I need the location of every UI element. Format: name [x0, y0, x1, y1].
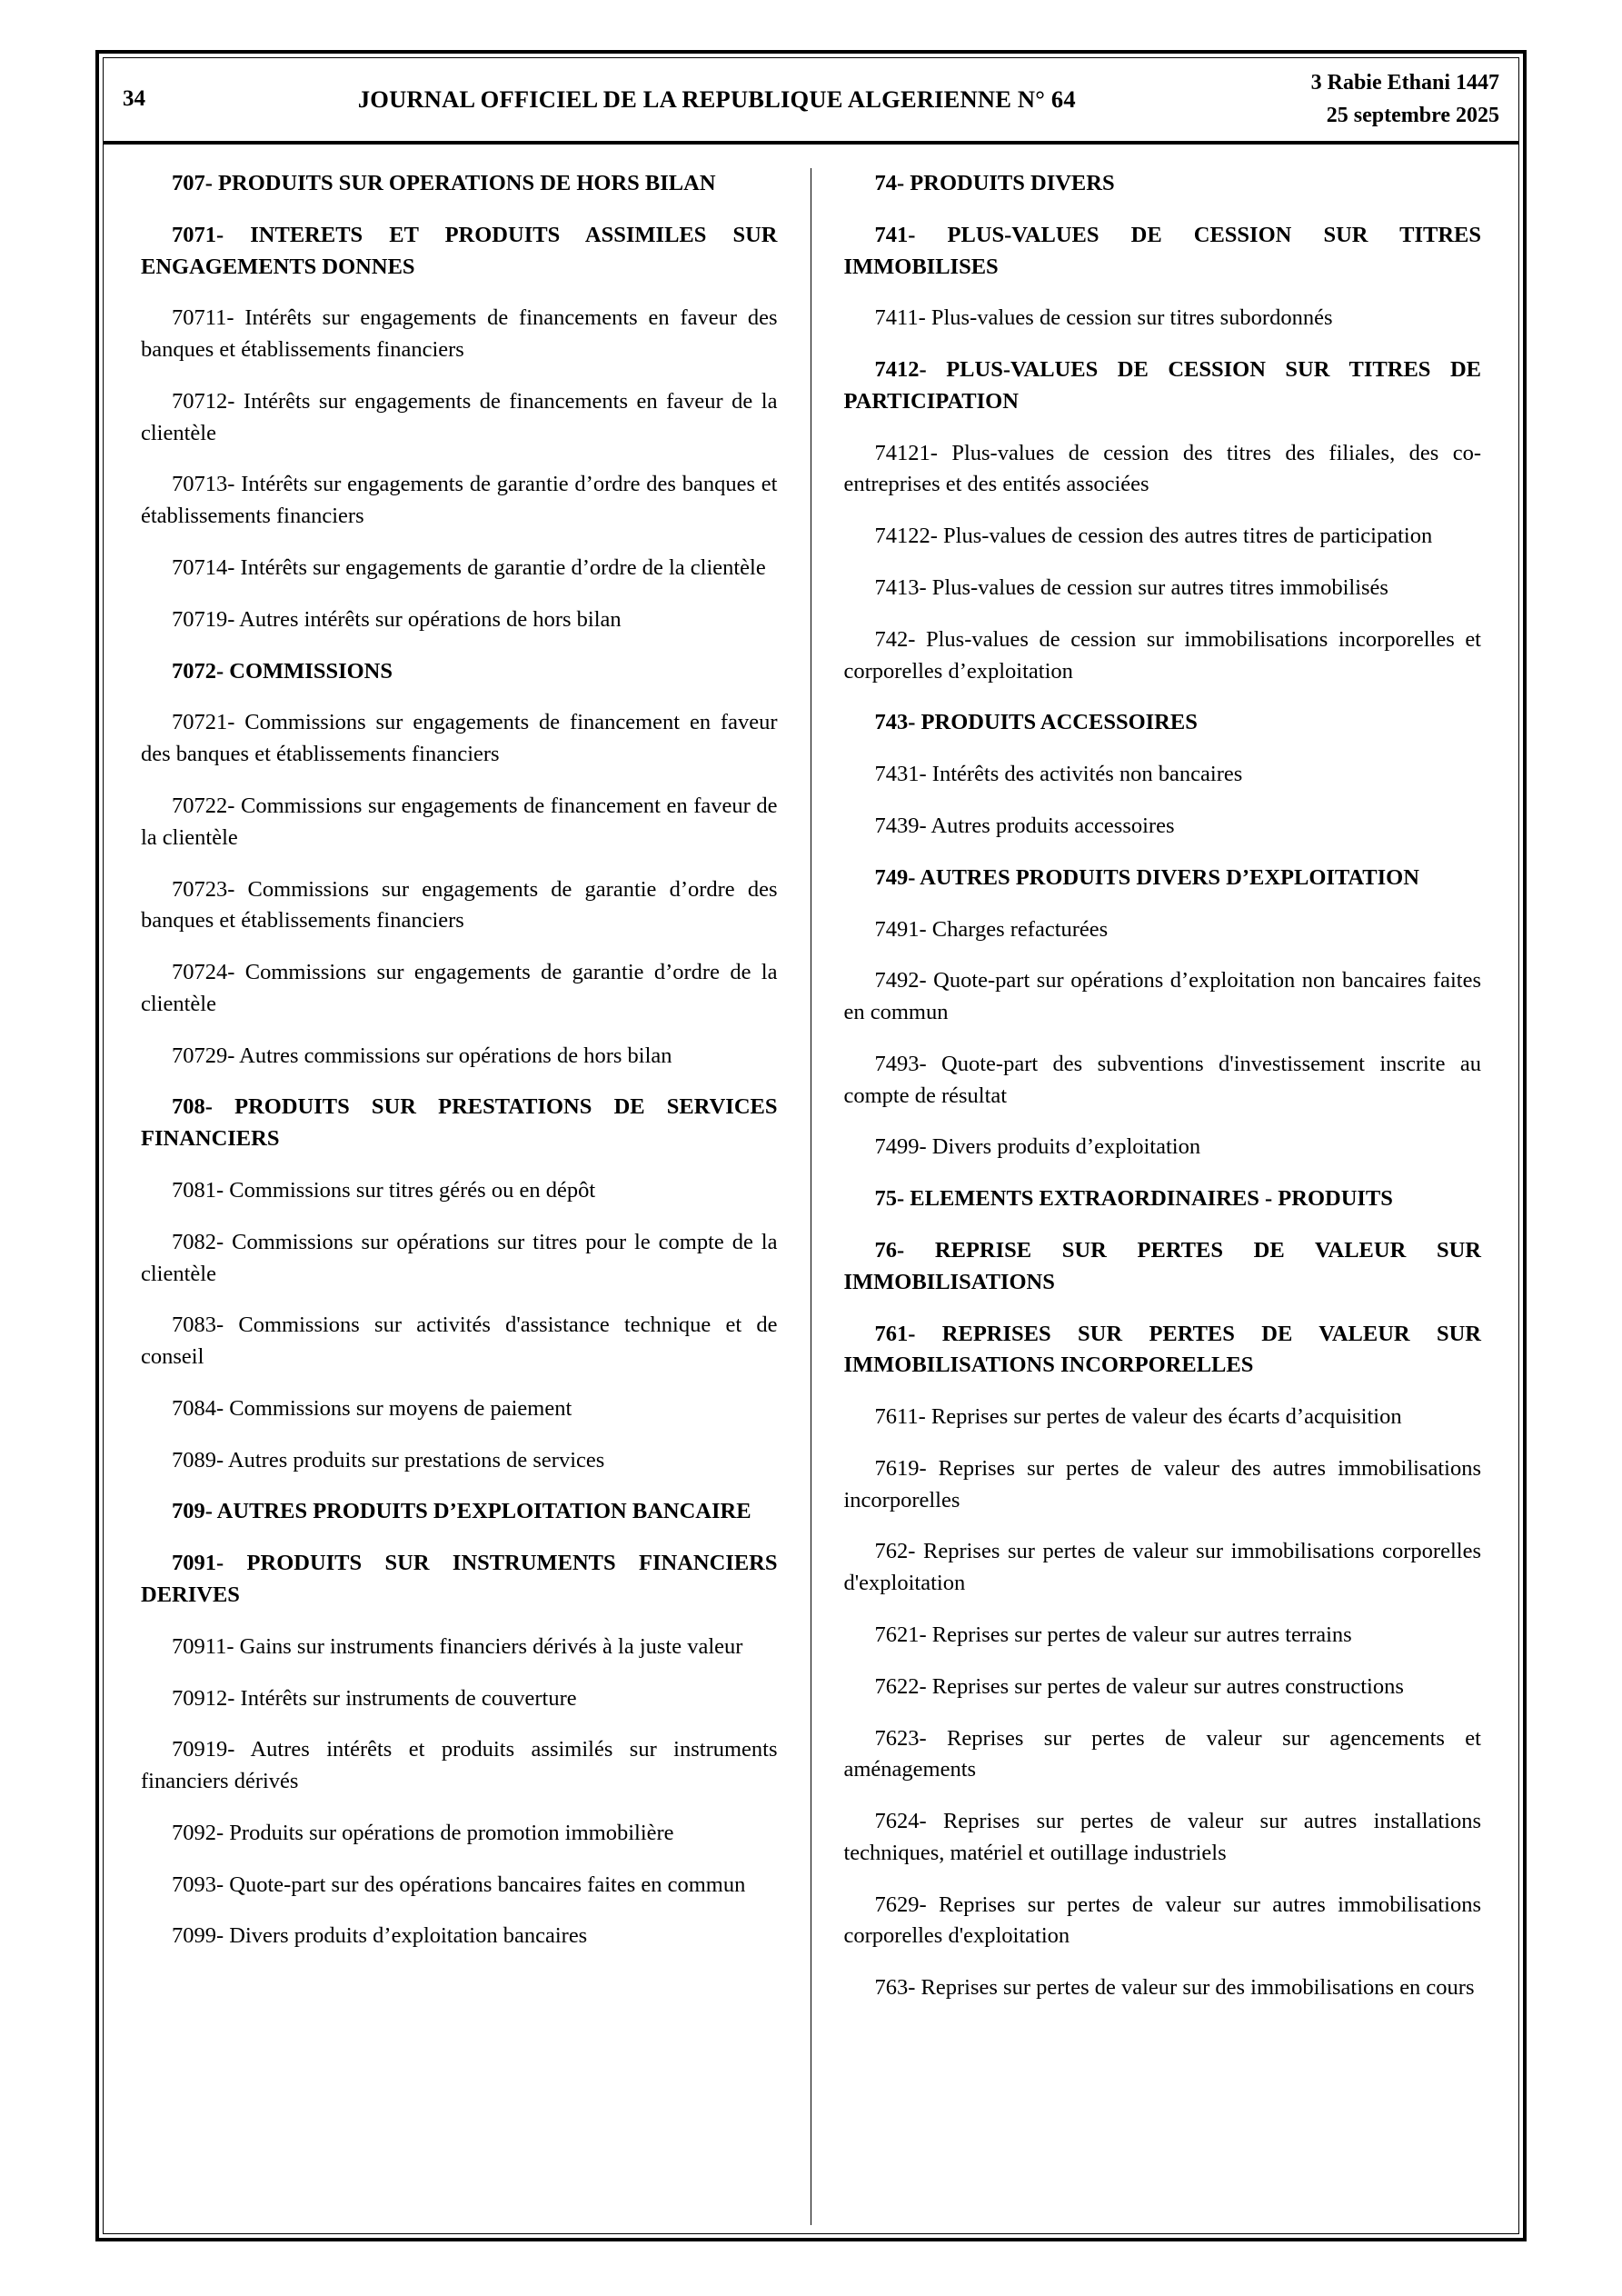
header-dates: [1311, 66, 1499, 132]
account-entry: 7439- Autres produits accessoires: [874, 813, 1175, 838]
account-heading: 708- PRODUITS SUR PRESTATIONS DE SERVICES FINANCIERS: [141, 1094, 778, 1152]
account-entry: 70719- Autres intérêts sur opérations de hors bilan: [172, 606, 622, 632]
account-entry: 7623- Reprises sur pertes de valeur sur agencements et aménagements: [843, 1725, 1481, 1782]
date-gregorian: 25 septembre 2025: [1326, 104, 1499, 127]
account-entry: 70722- Commissions sur engagements de financement en faveur de la clientèle: [141, 793, 778, 850]
account-entry: 7611- Reprises sur pertes de valeur des écarts d’acquisition: [874, 1404, 1402, 1430]
account-entry: 7084- Commissions sur moyens de paiement: [172, 1395, 572, 1421]
account-heading: 749- AUTRES PRODUITS DIVERS D’EXPLOITATION: [874, 864, 1419, 890]
account-entry: 70721- Commissions sur engagements de financement en faveur des banques et établissements financiers: [141, 710, 778, 767]
account-heading: 761- REPRISES SUR PERTES DE VALEUR SUR IMMOBILISATIONS INCORPORELLES: [843, 1321, 1481, 1378]
account-entry: 7491- Charges refacturées: [874, 916, 1109, 942]
account-entry: 7492- Quote-part sur opérations d’exploitation non bancaires faites en commun: [843, 968, 1481, 1025]
column-right: [811, 168, 1504, 2225]
account-entry: 7082- Commissions sur opérations sur titres pour le compte de la clientèle: [141, 1229, 778, 1286]
account-entry: 7431- Intérêts des activités non bancaires: [874, 762, 1243, 787]
account-entry: 70729- Autres commissions sur opérations de hors bilan: [172, 1043, 672, 1068]
account-entry: 70713- Intérêts sur engagements de garantie d’ordre des banques et établissements financiers: [141, 472, 778, 529]
account-entry: 7619- Reprises sur pertes de valeur des autres immobilisations incorporelles: [843, 1455, 1481, 1512]
account-entry: 7621- Reprises sur pertes de valeur sur autres terrains: [874, 1622, 1352, 1647]
page-number: 34: [123, 86, 145, 111]
column-left: [119, 168, 811, 2225]
account-heading: 707- PRODUITS SUR OPERATIONS DE HORS BILAN: [172, 171, 716, 195]
account-entry: 742- Plus-values de cession sur immobilisations incorporelles et corporelles d’exploitation: [843, 626, 1481, 684]
account-entry: 7622- Reprises sur pertes de valeur sur autres constructions: [874, 1673, 1404, 1699]
account-heading: 709- AUTRES PRODUITS D’EXPLOITATION BANCAIRE: [172, 1499, 751, 1524]
account-entry: 762- Reprises sur pertes de valeur sur immobilisations corporelles d'exploitation: [843, 1539, 1481, 1596]
account-entry: 7093- Quote-part sur des opérations bancaires faites en commun: [172, 1872, 746, 1897]
journal-title: JOURNAL OFFICIEL DE LA REPUBLIQUE ALGERIENNE N° 64: [357, 85, 1076, 113]
account-entry: 7493- Quote-part des subventions d'investissement inscrite au compte de résultat: [843, 1051, 1481, 1108]
account-heading: 74- PRODUITS DIVERS: [874, 171, 1115, 195]
account-entry: 7499- Divers produits d’exploitation: [874, 1134, 1201, 1160]
account-entry: 70919- Autres intérêts et produits assimilés sur instruments financiers dérivés: [141, 1737, 778, 1794]
account-heading: 7072- COMMISSIONS: [172, 658, 393, 684]
page-header: [103, 57, 1519, 145]
account-entry: 7624- Reprises sur pertes de valeur sur autres installations techniques, matériel et outillage industriels: [843, 1809, 1481, 1865]
account-entry: 70723- Commissions sur engagements de garantie d’ordre des banques et établissements financiers: [141, 876, 778, 933]
account-entry: 7092- Produits sur opérations de promotion immobilière: [172, 1820, 674, 1845]
account-entry: 74121- Plus-values de cession des titres des filiales, des co-entreprises et des entités associées: [843, 440, 1481, 497]
account-entry: 7413- Plus-values de cession sur autres titres immobilisés: [874, 575, 1388, 601]
account-entry: 7629- Reprises sur pertes de valeur sur autres immobilisations corporelles d'exploitation: [843, 1892, 1481, 1949]
account-entry: 7089- Autres produits sur prestations de services: [172, 1447, 605, 1472]
account-entry: 70714- Intérêts sur engagements de garantie d’ordre de la clientèle: [172, 555, 766, 581]
account-entry: 7411- Plus-values de cession sur titres subordonnés: [874, 305, 1333, 331]
account-entry: 70712- Intérêts sur engagements de financements en faveur de la clientèle: [141, 388, 778, 445]
date-hijri: 3 Rabie Ethani 1447: [1310, 71, 1499, 95]
account-entry: 74122- Plus-values de cession des autres titres de participation: [874, 524, 1433, 549]
account-entry: 70912- Intérêts sur instruments de couverture: [172, 1685, 577, 1711]
account-entry: 7099- Divers produits d’exploitation bancaires: [172, 1923, 588, 1949]
account-heading: 75- ELEMENTS EXTRAORDINAIRES - PRODUITS: [874, 1186, 1393, 1212]
account-entry: 7081- Commissions sur titres gérés ou en dépôt: [172, 1177, 596, 1203]
account-heading: 7091- PRODUITS SUR INSTRUMENTS FINANCIERS DERIVES: [141, 1551, 778, 1607]
account-heading: 7412- PLUS-VALUES DE CESSION SUR TITRES DE PARTICIPATION: [843, 357, 1481, 414]
account-heading: 741- PLUS-VALUES DE CESSION SUR TITRES IMMOBILISES: [843, 222, 1481, 279]
page-content: [103, 145, 1519, 2234]
account-heading: 7071- INTERETS ET PRODUITS ASSIMILES SUR ENGAGEMENTS DONNES: [141, 222, 778, 279]
account-entry: 70724- Commissions sur engagements de garantie d’ordre de la clientèle: [141, 960, 778, 1016]
account-entry: 7083- Commissions sur activités d'assistance technique et de conseil: [141, 1313, 778, 1370]
account-entry: 763- Reprises sur pertes de valeur sur des immobilisations en cours: [874, 1975, 1475, 2001]
account-heading: 76- REPRISE SUR PERTES DE VALEUR SUR IMMOBILISATIONS: [843, 1237, 1481, 1294]
account-entry: 70911- Gains sur instruments financiers dérivés à la juste valeur: [172, 1633, 743, 1659]
account-entry: 70711- Intérêts sur engagements de financements en faveur des banques et établissements financiers: [141, 305, 778, 363]
account-heading: 743- PRODUITS ACCESSOIRES: [874, 710, 1198, 735]
